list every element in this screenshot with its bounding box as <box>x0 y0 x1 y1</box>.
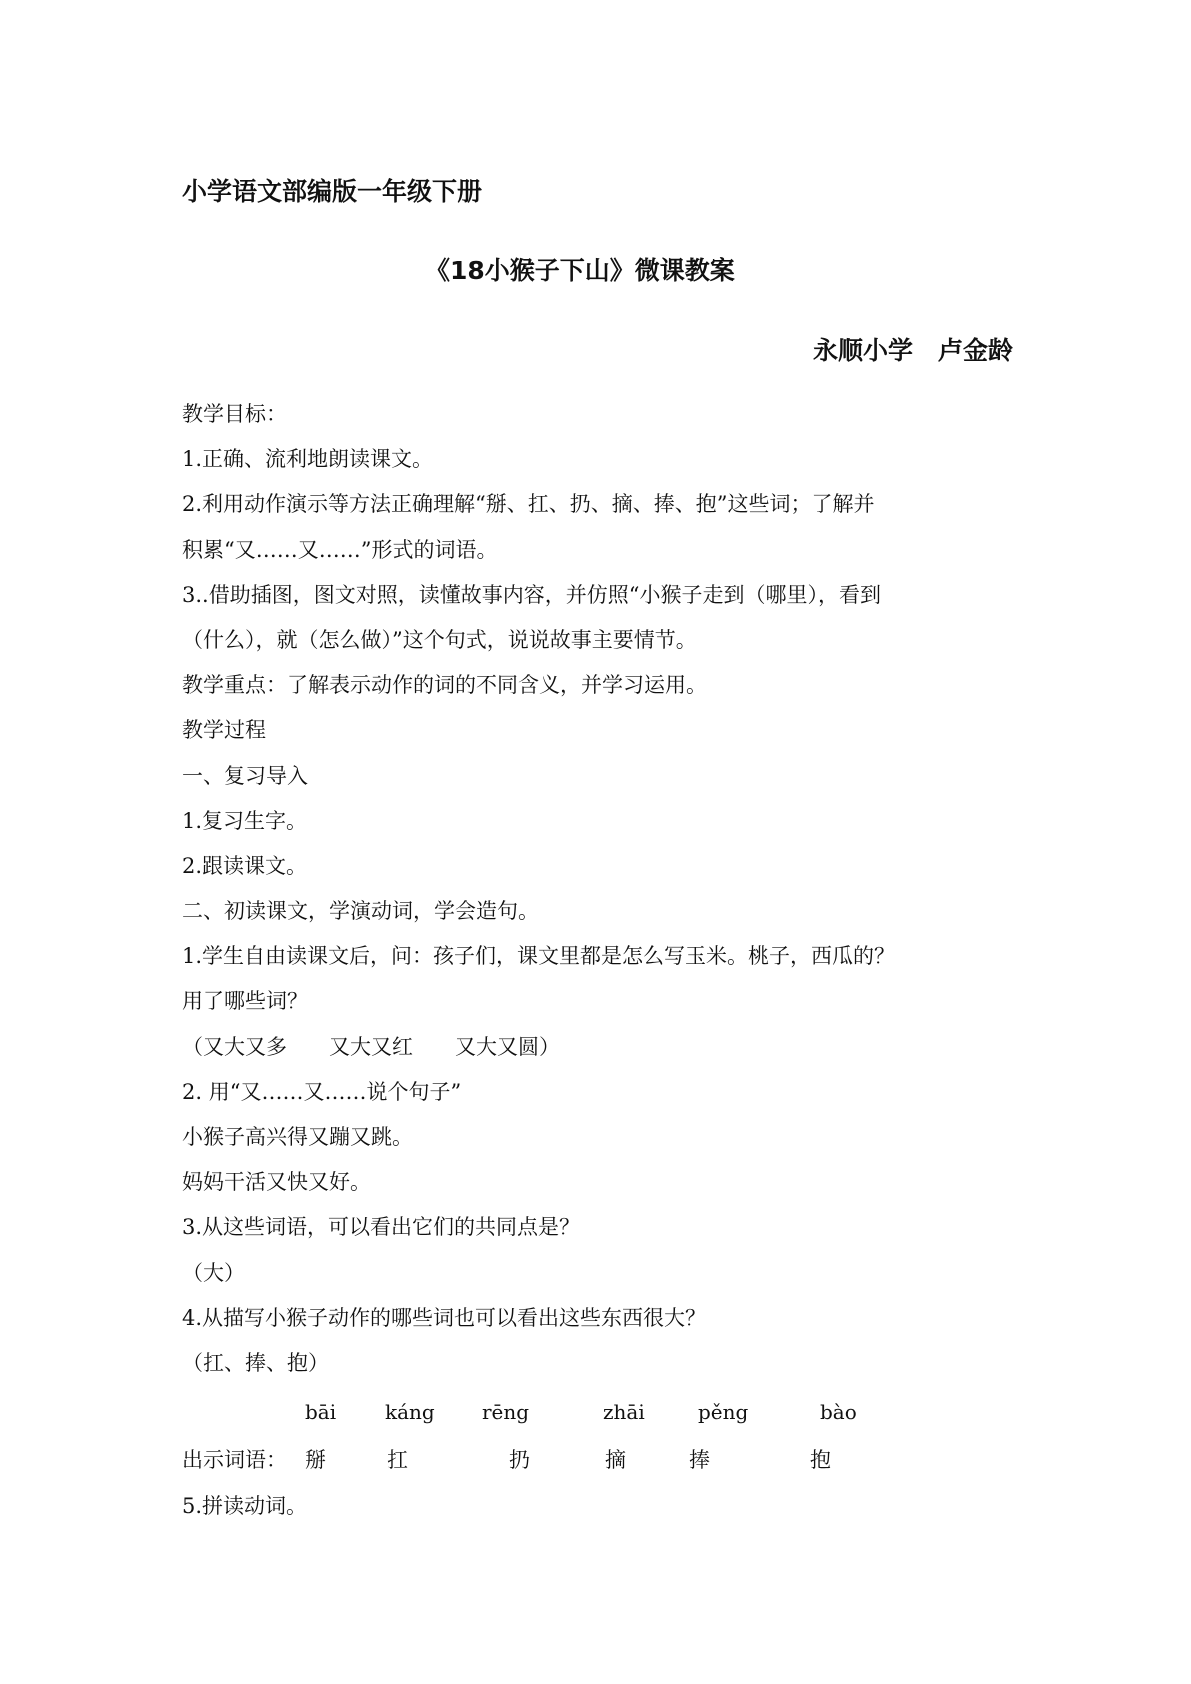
pinyin-bai: bāi <box>305 1400 337 1424</box>
lesson-body <box>182 392 1014 1386</box>
word-kang: 扛 <box>387 1448 408 1472</box>
example-sentence-1: 小猴子高兴得又蹦又跳。 <box>182 1125 413 1149</box>
objective-2-line-2: 积累“又……又……”形式的词语。 <box>182 537 498 562</box>
objective-3-line-1: 3..借助插图，图文对照，读懂故事内容，并仿照“小猴子走到（哪里），看到 <box>182 582 881 607</box>
objectives-heading: 教学目标： <box>182 402 287 426</box>
section-1-item-2: 2.跟读课文。 <box>182 853 308 878</box>
pinyin-zhai: zhāi <box>603 1400 645 1424</box>
pinyin-bao: bào <box>820 1400 857 1424</box>
word-reng: 扔 <box>509 1448 530 1472</box>
process-heading: 教学过程 <box>182 718 266 743</box>
word-peng: 捧 <box>689 1448 710 1472</box>
section-1-heading: 一、复习导入 <box>182 763 308 788</box>
section-1-item-1: 1.复习生字。 <box>182 808 308 833</box>
answer-phrases: （又大又多 又大又红 又大又圆） <box>182 1034 560 1059</box>
word-bai: 掰 <box>305 1448 326 1472</box>
answer-big: （大） <box>182 1260 245 1285</box>
example-sentence-2: 妈妈干活又快又好。 <box>182 1170 371 1195</box>
section-2-item-5: 5.拼读动词。 <box>182 1494 308 1518</box>
section-2-item-1-line-1: 1.学生自由读课文后，问：孩子们，课文里都是怎么写玉米。桃子，西瓜的？ <box>182 944 896 969</box>
pinyin-reng: rēng <box>482 1400 530 1424</box>
section-2-item-2: 2. 用“又……又……说个句子” <box>182 1079 462 1104</box>
series-heading: 小学语文部编版一年级下册 <box>182 177 483 206</box>
lesson-title: 《18小猴子下山》微课教案 <box>425 256 735 285</box>
section-2-heading: 二、初读课文，学演动词，学会造句。 <box>182 899 539 924</box>
pinyin-row <box>0 1400 1191 1440</box>
key-point: 教学重点：了解表示动作的词的不同含义，并学习运用。 <box>182 673 707 698</box>
objective-1: 1.正确、流利地朗读课文。 <box>182 447 434 472</box>
author-line: 永顺小学 卢金龄 <box>812 336 1013 365</box>
objective-3-line-2: （什么），就（怎么做）”这个句式，说说故事主要情节。 <box>182 627 697 652</box>
section-2-item-4: 4.从描写小猴子动作的哪些词也可以看出这些东西很大？ <box>182 1305 707 1330</box>
words-label: 出示词语： <box>182 1448 287 1472</box>
section-2-item-3: 3.从这些词语，可以看出它们的共同点是？ <box>182 1215 581 1240</box>
objective-2-line-1: 2.利用动作演示等方法正确理解“掰、扛、扔、摘、捧、抱”这些词；了解并 <box>182 492 875 517</box>
words-row <box>0 1444 1191 1484</box>
section-2-item-1-line-2: 用了哪些词？ <box>182 989 308 1014</box>
answer-verbs: （扛、捧、抱） <box>182 1350 329 1375</box>
pinyin-kang: káng <box>385 1400 435 1424</box>
pinyin-peng: pěng <box>698 1400 749 1424</box>
word-bao: 抱 <box>810 1448 831 1472</box>
word-zhai: 摘 <box>605 1448 626 1472</box>
